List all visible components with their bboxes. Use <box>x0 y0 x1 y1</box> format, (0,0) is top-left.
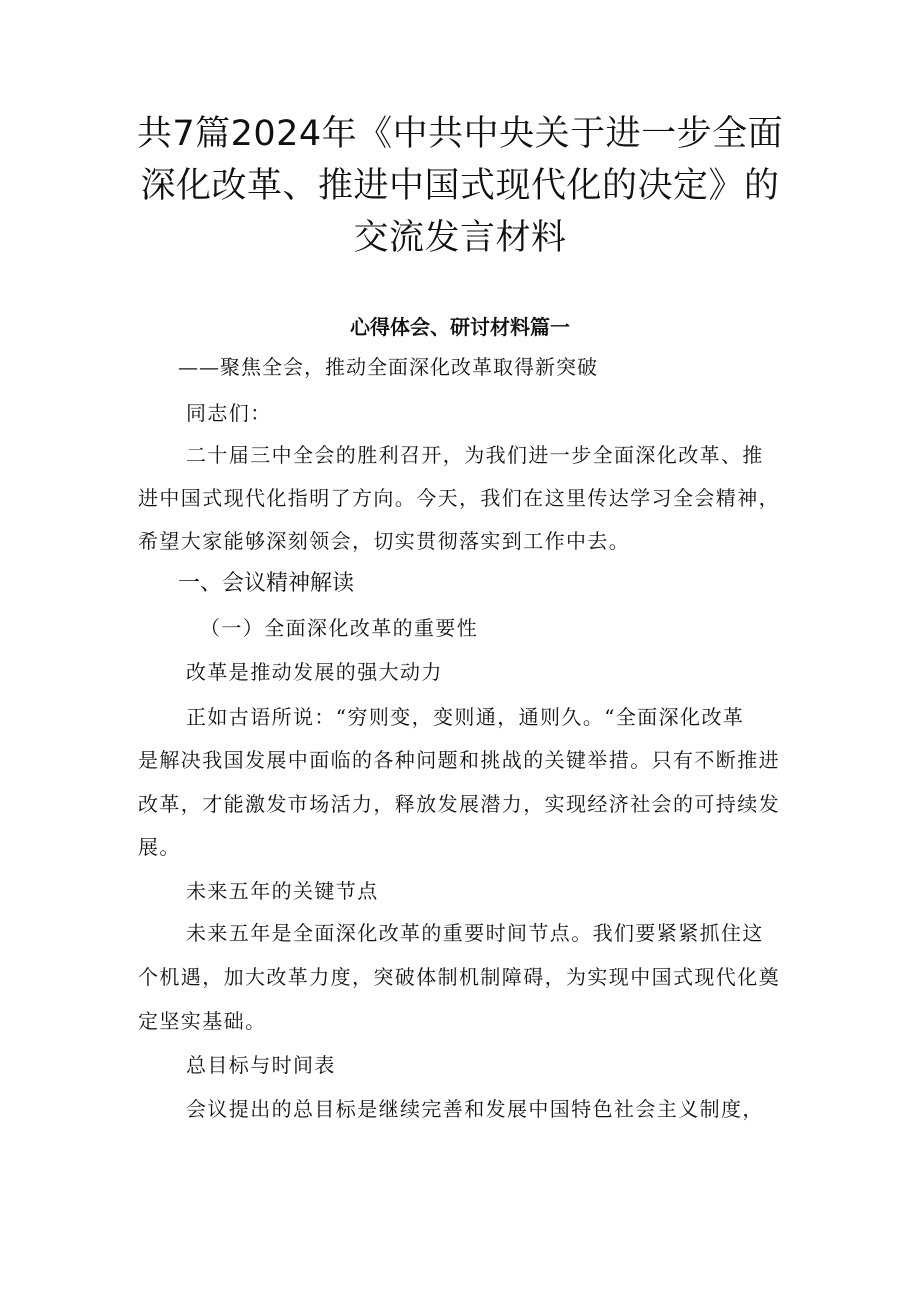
paragraph-line: 定坚实基础。 <box>138 1009 267 1033</box>
document-title <box>120 108 800 264</box>
title-line: 深化改革、推进中国式现代化的决定》的 <box>140 166 780 206</box>
point-title: 改革是推动发展的强大动力 <box>186 660 443 684</box>
paragraph-line: 会议提出的总目标是继续完善和发展中国特色社会主义制度， <box>186 1097 764 1121</box>
title-line: 共7篇2024年《中共中央关于进一步全面 <box>136 114 784 154</box>
section-subtitle: 心得体会、研讨材料篇一 <box>350 315 570 339</box>
paragraph-line: 未来五年是全面深化改革的重要时间节点。我们要紧紧抓住这 <box>186 921 764 945</box>
intro-line: 二十届三中全会的胜利召开，为我们进一步全面深化改革、推 <box>186 443 764 467</box>
point-title: 总目标与时间表 <box>186 1053 336 1077</box>
paragraph-line: 展。 <box>138 835 181 859</box>
subsection-heading: （一）全面深化改革的重要性 <box>200 616 479 640</box>
paragraph-line: 是解决我国发展中面临的各种问题和挑战的关键举措。只有不断推进 <box>138 748 780 772</box>
point-title: 未来五年的关键节点 <box>186 879 379 903</box>
paragraph-line: 正如古语所说：“穷则变，变则通，通则久。“全面深化改革 <box>186 705 745 729</box>
paragraph-line: 改革，才能激发市场活力，释放发展潜力，实现经济社会的可持续发 <box>138 792 780 816</box>
paragraph-line: 个机遇，加大改革力度，突破体制机制障碍，为实现中国式现代化奠 <box>138 965 780 989</box>
title-line: 交流发言材料 <box>353 218 567 258</box>
tagline: ——聚焦全会，推动全面深化改革取得新突破 <box>178 355 598 379</box>
salutation: 同志们： <box>186 401 272 425</box>
intro-line: 进中国式现代化指明了方向。今天，我们在这里传达学习全会精神， <box>138 486 780 510</box>
intro-line: 希望大家能够深刻领会，切实贯彻落实到工作中去。 <box>138 529 631 553</box>
section-heading: 一、会议精神解读 <box>178 571 355 596</box>
